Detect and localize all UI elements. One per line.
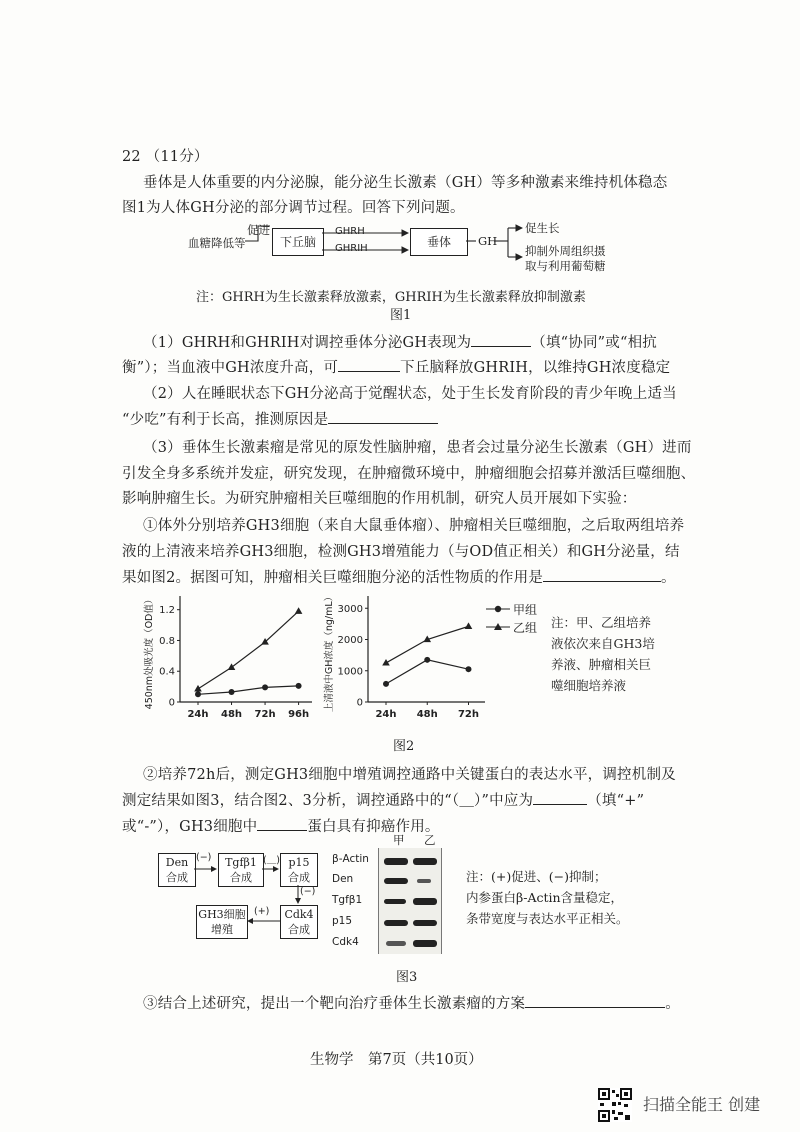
data-point-circle [466, 666, 472, 672]
y-tick-label: 0 [168, 697, 175, 709]
fig3-col-a: 甲 [393, 833, 405, 847]
fig1-ghrh-label: GHRH [335, 226, 365, 237]
data-point-circle [383, 681, 389, 687]
blot-band [413, 920, 437, 926]
q3-line-1: （3）垂体生长激素瘤是常见的原发性脑肿瘤，患者会过量分泌生长激素（GH）进而 [143, 440, 692, 456]
q1-answer-blank-2[interactable] [338, 357, 400, 372]
fig3-note [466, 866, 629, 929]
fig2-legend [486, 600, 537, 636]
intro-line-1: 垂体是人体重要的内分泌腺，能分泌生长激素（GH）等多种激素来维持机体稳态 [143, 175, 668, 191]
fig2-note [551, 612, 655, 696]
x-tick-label: 48h [416, 709, 438, 720]
fig2-note-4: 噬细胞培养液 [551, 678, 627, 693]
fig3-sign-3: (−) [300, 886, 316, 897]
data-point-triangle [295, 607, 303, 614]
q3-step2-answer-blank-2[interactable] [257, 816, 307, 831]
blot-band [417, 879, 431, 883]
y-tick-label: 0 [356, 697, 363, 709]
fig3-p15-box: p15 合成 [280, 853, 318, 887]
q3-step3-answer-blank[interactable] [525, 993, 665, 1008]
data-point-circle [296, 683, 302, 689]
q3-step1-end: 。 [661, 570, 676, 586]
y-tick-label: 0.4 [159, 666, 175, 678]
fig3-note-3: 条带宽度与表达水平正相关。 [466, 911, 629, 926]
fig3-cdk4-box: Cdk4 合成 [280, 905, 318, 939]
q3-step1-text: 果如图2。据图可知，肿瘤相关巨噬细胞分泌的活性物质的作用是 [122, 570, 544, 586]
fig1-hypothalamus-box: 下丘脑 [272, 228, 324, 256]
q1-text-a: （1）GHRH和GHRIH对调控垂体分泌GH表现为 [143, 335, 472, 351]
q3-step3-line [143, 992, 680, 1013]
legend-circle-marker-icon [486, 604, 510, 614]
q3-step2-text-a: 测定结果如图3，结合图2、3分析，调控通路中的“（＿）”中应为 [122, 793, 534, 809]
fig1-arrow-input [245, 226, 270, 241]
q3-step1-line-2: 液的上清液来培养GH3细胞，检测GH3增殖能力（与OD值正相关）和GH分泌量，结 [122, 544, 680, 560]
fig2-note-1: 注：甲、乙组培养 [551, 615, 652, 630]
fig3-sign-1: (−) [196, 852, 212, 863]
fig3-col-b: 乙 [424, 833, 436, 847]
fig3-row-4: p15 [332, 915, 353, 927]
q1-answer-blank-1[interactable] [471, 332, 531, 347]
fig1-output-2a: 抑制外周组织摄 [525, 244, 606, 258]
fig2-chart-od [140, 590, 320, 730]
x-tick-label: 72h [457, 709, 480, 720]
q3-step2-line-3 [122, 815, 440, 836]
q2-line-1: （2）人在睡眠状态下GH分泌高于觉醒状态，处于生长发育阶段的青少年晚上适当 [143, 386, 677, 402]
intro-line-2: 图1为人体GH分泌的部分调节过程。回答下列问题。 [122, 200, 465, 216]
fig3-arrows [0, 840, 330, 950]
y-tick-label: 1.2 [159, 605, 175, 617]
fig1-input-label: 血糖降低等 [188, 236, 246, 250]
fig2-note-3: 养液、肿瘤相关巨 [551, 657, 652, 672]
q3-step2-answer-blank-1[interactable] [533, 790, 587, 805]
data-point-triangle [382, 659, 390, 666]
fig1-note: 注：GHRH为生长激素释放激素，GHRIH为生长激素释放抑制激素 [196, 290, 586, 305]
fig1-ghrih-label: GHRIH [335, 243, 368, 254]
blot-band [384, 858, 408, 865]
q2-text: “少吃”有利于长高，推测原因是 [122, 412, 329, 428]
y-axis-label: 450nm处吸光度（OD值） [144, 594, 155, 710]
x-tick-label: 96h [288, 709, 310, 720]
fig3-den-box: Den 合成 [158, 853, 196, 887]
blot-band [413, 898, 437, 905]
y-tick-label: 3000 [337, 603, 363, 615]
fig2-caption: 图2 [393, 739, 415, 754]
q3-step1-answer-blank[interactable] [543, 567, 661, 582]
q1-line-2 [122, 356, 670, 377]
x-tick-label: 24h [187, 709, 209, 720]
q3-step2-line-1: ②培养72h后，测定GH3细胞中增殖调控通路中关键蛋白的表达水平，调控机制及 [143, 767, 676, 783]
q1-text-b: （填“协同”或“相抗 [531, 335, 658, 351]
series-line-a [198, 686, 299, 694]
q1-text-d: 下丘脑释放GHRIH，以维持GH浓度稳定 [400, 360, 671, 376]
fig3-note-1: 注：(+)促进、(−)抑制； [466, 869, 607, 884]
fig3-tgf-box: Tgfβ1 合成 [218, 853, 264, 887]
fig3-row-5: Cdk4 [332, 936, 359, 948]
q2-line-2 [122, 408, 438, 429]
blot-band [386, 941, 406, 946]
blot-band [384, 878, 408, 884]
fig2-legend-b-label: 乙组 [513, 620, 538, 635]
fig3-row-3: Tgfβ1 [332, 894, 363, 906]
fig1-promote-label: 促进 [247, 223, 270, 237]
fig3-row-1: β-Actin [332, 853, 369, 865]
fig3-row-2: Den [332, 873, 354, 885]
q1-line-1 [143, 331, 657, 352]
fig2-note-2: 液依次来自GH3培 [551, 636, 655, 651]
data-point-circle [424, 657, 430, 663]
q1-text-c: 衡”）；当血液中GH浓度升高，可 [122, 360, 339, 376]
q2-answer-blank[interactable] [328, 409, 438, 424]
q3-step1-line-1: ①体外分别培养GH3细胞（来自大鼠垂体瘤）、肿瘤相关巨噬细胞，之后取两组培养 [143, 518, 685, 534]
q3-step3-end: 。 [665, 996, 680, 1012]
fig2-legend-b [486, 618, 537, 636]
q3-step2-text-d: 蛋白具有抑癌作用。 [307, 819, 440, 835]
blot-band [413, 940, 437, 947]
data-point-triangle [228, 663, 236, 670]
q3-step2-text-b: （填“+” [587, 793, 645, 809]
x-tick-label: 24h [375, 709, 397, 720]
blot-band [413, 858, 437, 865]
blot-band [384, 920, 408, 926]
data-point-circle [195, 691, 201, 697]
fig1-pituitary-box: 垂体 [410, 228, 468, 256]
data-point-triangle [465, 622, 473, 629]
fig2-legend-a-label: 甲组 [513, 602, 538, 617]
q3-step1-line-3 [122, 566, 676, 587]
series-line-a [386, 660, 469, 684]
fig1-gh-label: GH [478, 234, 498, 248]
q3-step2-text-c: 或“-”），GH3细胞中 [122, 819, 258, 835]
fig3-note-2: 内参蛋白β-Actin含量稳定， [466, 890, 624, 905]
fig1-output-1: 促生长 [525, 221, 560, 235]
fig3-sign-4: (+) [254, 906, 270, 917]
q3-line-3: 影响肿瘤生长。为研究肿瘤相关巨噬细胞的作用机制，研究人员开展如下实验： [122, 491, 637, 507]
question-header: 22 （11分） [122, 149, 209, 165]
y-tick-label: 2000 [337, 635, 363, 646]
y-tick-label: 1000 [337, 666, 363, 678]
qr-code-icon [598, 1088, 632, 1122]
scanner-watermark: 扫描全能王 创建 [643, 1095, 761, 1114]
fig3-sign-2: (＿) [263, 855, 280, 866]
blot-band [384, 899, 406, 904]
fig2-chart-gh [320, 590, 490, 730]
legend-triangle-marker-icon [486, 622, 510, 632]
data-point-circle [229, 689, 235, 695]
x-tick-label: 48h [221, 709, 243, 720]
fig1-arrows [0, 0, 800, 300]
q3-line-2: 引发全身多系统并发症，研究发现，在肿瘤微环境中，肿瘤细胞会招募并激活巨噬细胞、 [122, 466, 696, 482]
data-point-triangle [194, 685, 202, 692]
series-line-b [198, 611, 299, 689]
y-tick-label: 0.8 [159, 635, 175, 647]
q3-step3-text: ③结合上述研究，提出一个靶向治疗垂体生长激素瘤的方案 [143, 996, 526, 1012]
y-axis-label: 上清液中GH浓度（ng/mL） [324, 591, 335, 713]
page-footer: 生物学 第7页（共10页） [310, 1052, 483, 1068]
fig2-legend-a [486, 600, 537, 618]
data-point-circle [262, 684, 268, 690]
fig3-gh3-box: GH3细胞 增殖 [196, 905, 248, 939]
fig3-caption: 图3 [396, 970, 418, 985]
fig1-output-2b: 取与利用葡萄糖 [525, 259, 606, 273]
fig1-caption: 图1 [390, 308, 412, 323]
x-tick-label: 72h [254, 709, 276, 720]
q3-step2-line-2 [122, 789, 644, 810]
